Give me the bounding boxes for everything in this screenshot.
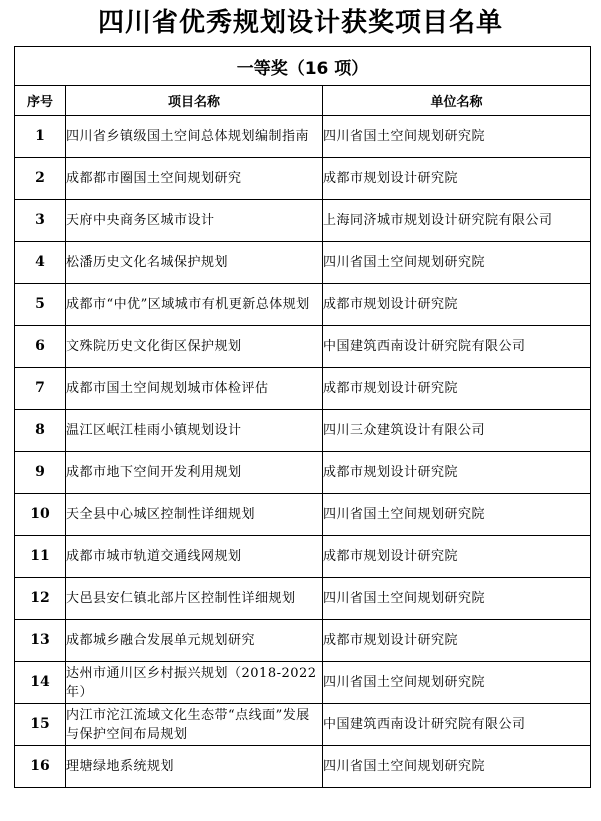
row-number: 13 bbox=[15, 620, 66, 662]
project-name: 成都市地下空间开发利用规划 bbox=[66, 452, 323, 494]
project-name: 天府中央商务区城市设计 bbox=[66, 200, 323, 242]
table-row bbox=[15, 116, 591, 158]
row-number: 2 bbox=[15, 158, 66, 200]
row-number: 3 bbox=[15, 200, 66, 242]
table-row bbox=[15, 284, 591, 326]
project-name: 文殊院历史文化街区保护规划 bbox=[66, 326, 323, 368]
table-row bbox=[15, 704, 591, 746]
project-name: 达州市通川区乡村振兴规划（2018-2022 年） bbox=[66, 662, 323, 704]
unit-name: 四川省国土空间规划研究院 bbox=[323, 242, 591, 284]
project-name: 大邑县安仁镇北部片区控制性详细规划 bbox=[66, 578, 323, 620]
row-number: 9 bbox=[15, 452, 66, 494]
row-number: 16 bbox=[15, 746, 66, 788]
project-name: 成都市“中优”区域城市有机更新总体规划 bbox=[66, 284, 323, 326]
table-row bbox=[15, 746, 591, 788]
row-number: 5 bbox=[15, 284, 66, 326]
project-name: 成都都市圈国土空间规划研究 bbox=[66, 158, 323, 200]
row-number: 4 bbox=[15, 242, 66, 284]
section-heading: 一等奖（16 项） bbox=[15, 47, 591, 86]
header-project-name: 项目名称 bbox=[66, 86, 323, 116]
project-name: 成都市城市轨道交通线网规划 bbox=[66, 536, 323, 578]
unit-name: 成都市规划设计研究院 bbox=[323, 620, 591, 662]
header-unit-name: 单位名称 bbox=[323, 86, 591, 116]
header-no: 序号 bbox=[15, 86, 66, 116]
row-number: 11 bbox=[15, 536, 66, 578]
table-row bbox=[15, 200, 591, 242]
project-name: 成都城乡融合发展单元规划研究 bbox=[66, 620, 323, 662]
project-name: 天全县中心城区控制性详细规划 bbox=[66, 494, 323, 536]
table-row bbox=[15, 536, 591, 578]
unit-name: 四川省国土空间规划研究院 bbox=[323, 578, 591, 620]
unit-name: 上海同济城市规划设计研究院有限公司 bbox=[323, 200, 591, 242]
row-number: 6 bbox=[15, 326, 66, 368]
table-header-row bbox=[15, 86, 591, 116]
unit-name: 四川省国土空间规划研究院 bbox=[323, 116, 591, 158]
table-row bbox=[15, 452, 591, 494]
table-row bbox=[15, 158, 591, 200]
unit-name: 四川省国土空间规划研究院 bbox=[323, 662, 591, 704]
award-table bbox=[14, 46, 591, 788]
project-name: 内江市沱江流域文化生态带“点线面”发展与保护空间布局规划 bbox=[66, 704, 323, 746]
table-row bbox=[15, 368, 591, 410]
page-title: 四川省优秀规划设计获奖项目名单 bbox=[97, 8, 503, 38]
project-name: 成都市国土空间规划城市体检评估 bbox=[66, 368, 323, 410]
table-row bbox=[15, 620, 591, 662]
unit-name: 中国建筑西南设计研究院有限公司 bbox=[323, 326, 591, 368]
project-name: 松潘历史文化名城保护规划 bbox=[66, 242, 323, 284]
project-name: 理塘绿地系统规划 bbox=[66, 746, 323, 788]
unit-name: 四川省国土空间规划研究院 bbox=[323, 494, 591, 536]
row-number: 15 bbox=[15, 704, 66, 746]
row-number: 1 bbox=[15, 116, 66, 158]
table-row bbox=[15, 410, 591, 452]
row-number: 7 bbox=[15, 368, 66, 410]
unit-name: 四川三众建筑设计有限公司 bbox=[323, 410, 591, 452]
table-row bbox=[15, 578, 591, 620]
table-row bbox=[15, 494, 591, 536]
row-number: 14 bbox=[15, 662, 66, 704]
project-name: 温江区岷江桂雨小镇规划设计 bbox=[66, 410, 323, 452]
unit-name: 四川省国土空间规划研究院 bbox=[323, 746, 591, 788]
section-row bbox=[15, 47, 591, 86]
table-row bbox=[15, 326, 591, 368]
row-number: 10 bbox=[15, 494, 66, 536]
unit-name: 成都市规划设计研究院 bbox=[323, 368, 591, 410]
unit-name: 中国建筑西南设计研究院有限公司 bbox=[323, 704, 591, 746]
table-row bbox=[15, 242, 591, 284]
row-number: 8 bbox=[15, 410, 66, 452]
unit-name: 成都市规划设计研究院 bbox=[323, 536, 591, 578]
unit-name: 成都市规划设计研究院 bbox=[323, 158, 591, 200]
table-row bbox=[15, 662, 591, 704]
unit-name: 成都市规划设计研究院 bbox=[323, 284, 591, 326]
unit-name: 成都市规划设计研究院 bbox=[323, 452, 591, 494]
row-number: 12 bbox=[15, 578, 66, 620]
project-name: 四川省乡镇级国土空间总体规划编制指南 bbox=[66, 116, 323, 158]
